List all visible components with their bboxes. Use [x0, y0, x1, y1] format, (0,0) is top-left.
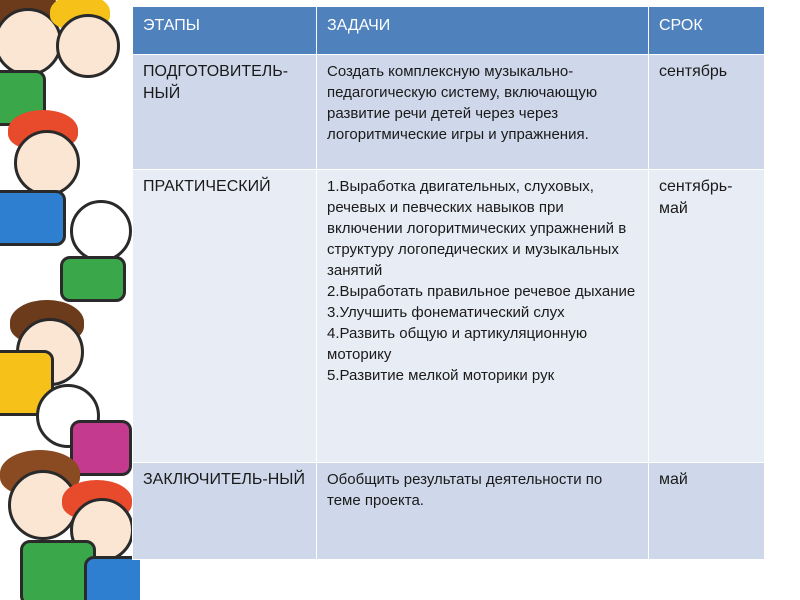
tasks-cell — [317, 463, 649, 560]
table-row — [133, 463, 765, 560]
task-item: Создать комплексную музыкально-педагогическую систему, включающую развитие речи детей через через логоритмические игры и упражнения. — [327, 63, 598, 143]
task-item: 4.Развить общую и артикуляционную моторику — [327, 325, 588, 363]
header-tasks: ЗАДАЧИ — [317, 7, 649, 55]
tasks-cell — [317, 55, 649, 170]
header-term: СРОК — [649, 7, 765, 55]
stage-cell: ПРАКТИЧЕСКИЙ — [133, 170, 317, 463]
task-item: 5.Развитие мелкой моторики рук — [327, 367, 555, 384]
header-stages: ЭТАПЫ — [133, 7, 317, 55]
stage-cell: ЗАКЛЮЧИТЕЛЬ-НЫЙ — [133, 463, 317, 560]
stage-cell: ПОДГОТОВИТЕЛЬ-НЫЙ — [133, 55, 317, 170]
task-item: 2.Выработать правильное речевое дыхание — [327, 283, 636, 300]
table-row — [133, 55, 765, 170]
term-cell: май — [649, 463, 765, 560]
cartoon-children-border-icon — [0, 0, 140, 600]
task-item: Обобщить результаты деятельности по теме проекта. — [327, 471, 603, 509]
table-header-row — [133, 7, 765, 55]
task-item: 1.Выработка двигательных, слуховых, речевых и певческих навыков при включении логоритмических упражнений в структуру логопедических и музыкальных занятий — [327, 178, 627, 279]
project-stages-table — [132, 6, 765, 560]
table-row — [133, 170, 765, 463]
task-item: 3.Улучшить фонематический слух — [327, 304, 565, 321]
term-cell: сентябрь-май — [649, 170, 765, 463]
tasks-cell — [317, 170, 649, 463]
project-stages-table-container — [132, 6, 764, 560]
term-cell: сентябрь — [649, 55, 765, 170]
